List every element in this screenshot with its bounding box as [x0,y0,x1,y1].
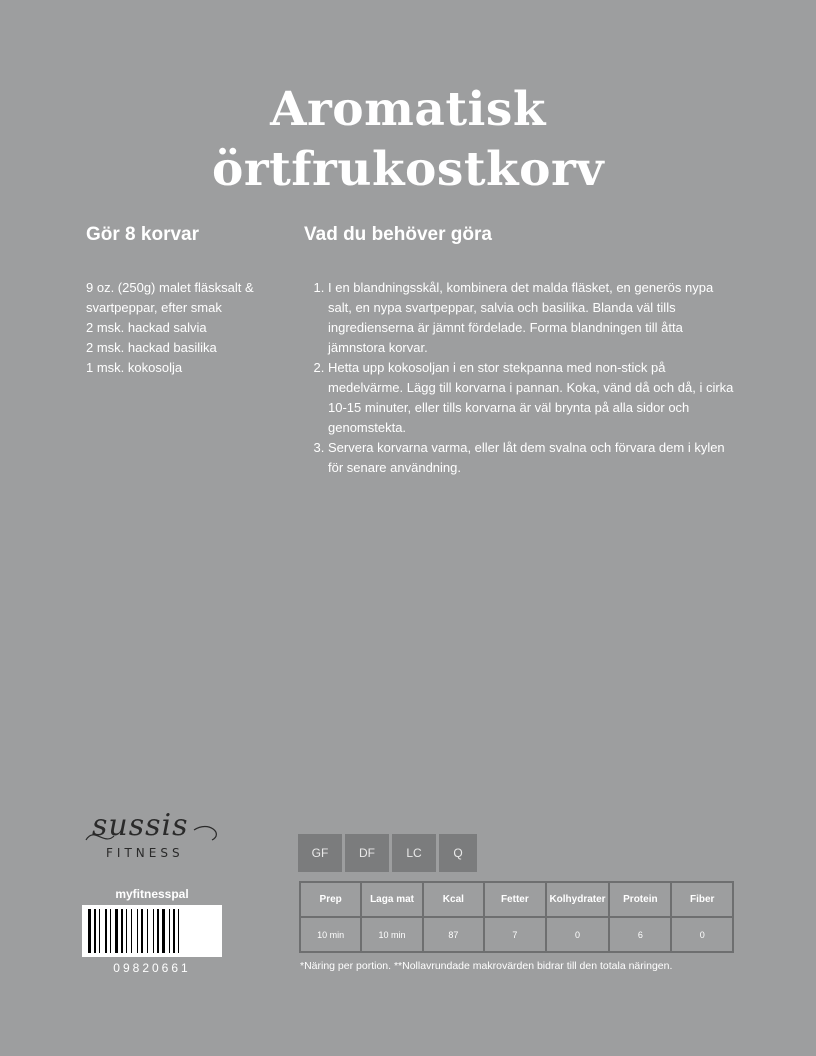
steps-list [304,278,734,478]
ingredient-item: 1 msk. kokosolja [86,360,183,375]
steps-heading: Vad du behöver göra [304,224,492,245]
logo-script: sussis [92,808,189,843]
nutrition-header: Kcal [423,882,484,917]
nutrition-header: Kolhydrater [546,882,610,917]
barcode-icon [82,905,222,957]
step-item: 2. Hetta upp kokosoljan i en stor stekpanna med non-stick på medelvärme. Lägg till korvarna i pannan. Koka, vänd då och då, i cirka 10-15 minuter, eller tills korvarna är väl brynta på alla sidor och genomstekta. [328,358,734,438]
ingredients-column [86,222,286,378]
tag-lc: LC [392,834,436,872]
nutrition-value: 0 [671,917,733,952]
tag-q: Q [439,834,477,872]
ingredient-list [86,278,286,378]
ingredient-item: 9 oz. (250g) malet fläsksalt & svartpeppar, efter smak [86,280,254,315]
yield-heading: Gör 8 korvar [86,224,199,245]
nutrition-header: Prep [300,882,361,917]
nutrition-value: 0 [546,917,610,952]
recipe-title [0,80,816,200]
nutrition-header: Fiber [671,882,733,917]
mfp-label: myfitnesspal [115,887,189,901]
nutrition-value: 10 min [300,917,361,952]
nutrition-header: Protein [609,882,671,917]
nutrition-footnote: *Näring per portion. **Nollavrundade makrovärden bidrar till den totala näringen. [300,960,673,972]
brand-logo [84,808,224,864]
nutrition-value: 87 [423,917,484,952]
steps-column [304,222,734,478]
step-item: 1. I en blandningsskål, kombinera det malda fläsket, en generös nypa salt, en nypa svartpeppar, salvia och basilika. Blanda väl tills ingredienserna är jämnt fördelade. Forma blandningen till åtta jämnstora korvar. [328,278,734,358]
diet-tags [298,834,477,872]
nutrition-header: Laga mat [361,882,422,917]
ingredient-item: 2 msk. hackad basilika [86,340,217,355]
nutrition-value: 7 [484,917,546,952]
nutrition-value-row [300,917,733,952]
tag-gf: GF [298,834,342,872]
tag-df: DF [345,834,389,872]
step-item: 3. Servera korvarna varma, eller låt dem svalna och förvara dem i kylen för senare användning. [328,438,734,478]
ingredient-item: 2 msk. hackad salvia [86,320,207,335]
logo-subtitle: FITNESS [106,846,184,860]
myfitnesspal-block [82,886,222,975]
nutrition-table [299,881,734,953]
nutrition-value: 6 [609,917,671,952]
nutrition-value: 10 min [361,917,422,952]
title-line-2: örtfrukostkorv [211,142,605,197]
title-line-1: Aromatisk [270,82,546,137]
barcode-number: 09820661 [113,961,191,975]
nutrition-header-row [300,882,733,917]
nutrition-header: Fetter [484,882,546,917]
